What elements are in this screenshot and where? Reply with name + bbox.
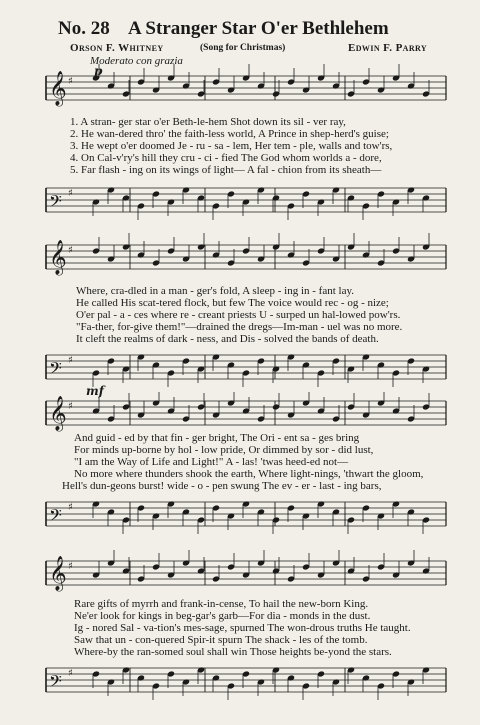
lyric-line: Ig - nored Sal - va-tion's mes-sage, spurned The won-drous truths He taught.: [74, 622, 411, 634]
dynamic-p: p: [94, 64, 103, 78]
key-signature-icon: ♯: [68, 401, 73, 412]
staff-treble-1: [0, 60, 480, 120]
bass-clef-icon: 𝄢: [49, 671, 62, 695]
treble-clef-icon: 𝄞: [49, 240, 67, 275]
lyric-line: 1. A stran- ger star o'er Beth-le-hem Shot down its sil - ver ray,: [70, 116, 346, 128]
key-signature-icon: ♯: [68, 76, 73, 87]
bass-clef-icon: 𝄢: [49, 358, 62, 382]
treble-clef-icon: 𝄞: [49, 71, 67, 106]
lyric-line: "I am the Way of Life and Light!" A - las! 'twas heed-ed not—: [74, 456, 349, 468]
staff-treble-4: [0, 550, 480, 600]
staff-bass-2: [0, 340, 480, 398]
lyric-line: Rare gifts of myrrh and frank-in-cense, To hail the new-born King.: [74, 598, 369, 610]
lyric-line: And guid - ed by that fin - ger bright, The Ori - ent sa - ges bring: [74, 432, 360, 444]
staff-treble-2: [0, 228, 480, 290]
lyric-line: 4. On Cal-v'ry's hill they cru - ci - fied The God whom worlds a - dore,: [70, 152, 382, 164]
lyric-line: Ne'er look for kings in beg-gar's garb—For dia - monds in the dust.: [74, 610, 371, 622]
lyric-line: Saw that un - con-quered Spir-it spurn The shack - les of the tomb.: [74, 634, 368, 646]
lyric-line: He called His scat-tered flock, but few The voice would rec - og - nize;: [76, 297, 389, 309]
key-signature-icon: ♯: [68, 502, 73, 513]
dynamic-mf: mf: [86, 384, 104, 398]
hymn-subtitle: (Song for Christmas): [200, 43, 286, 53]
lyric-line: "Fa-ther, for-give them!"—drained the dregs—Im-man - uel was no more.: [76, 321, 403, 333]
lyric-line: Where-by the ran-somed soul shall win Those heights be-yond the stars.: [74, 646, 392, 658]
staff-bass-1: [0, 172, 480, 232]
lyric-line: 5. Far flash - ing on its wings of light— A fal - chion from its sheath—: [70, 164, 382, 176]
treble-clef-icon: 𝄞: [49, 556, 67, 591]
tempo-marking: Moderato con grazia: [90, 55, 183, 67]
lyric-line: Where, cra-dled in a man - ger's fold, A sleep - ing in - fant lay.: [76, 285, 355, 297]
staff-bass-3: [0, 492, 480, 540]
bass-clef-icon: 𝄢: [49, 191, 62, 215]
staff-bass-4: [0, 652, 480, 712]
key-signature-icon: ♯: [68, 188, 73, 199]
composer-credit: Edwin F. Parry: [348, 42, 428, 54]
key-signature-icon: ♯: [68, 668, 73, 679]
lyric-line: It cleft the realms of dark - ness, and Dis - solved the bands of death.: [76, 333, 379, 345]
hymn-number: No. 28: [58, 18, 110, 39]
hymn-title: A Stranger Star O'er Bethlehem: [128, 18, 389, 39]
key-signature-icon: ♯: [68, 561, 73, 572]
lyric-line: O'er pal - a - ces where re - creant priests U - surped un hal-lowed pow'rs.: [76, 309, 401, 321]
key-signature-icon: ♯: [68, 245, 73, 256]
lyric-line: 2. He wan-dered thro' the faith-less world, A Prince in shep-herd's guise;: [70, 128, 389, 140]
lyric-line: For minds up-borne by hol - low pride, Or dimmed by sor - did lust,: [74, 444, 374, 456]
poet-credit: Orson F. Whitney: [70, 42, 164, 54]
lyric-line: 3. He wept o'er doomed Je - ru - sa - lem, Her tem - ple, walls and tow'rs,: [70, 140, 393, 152]
key-signature-icon: ♯: [68, 355, 73, 366]
treble-clef-icon: 𝄞: [49, 396, 67, 431]
lyric-line: Hell's dun-geons burst! wide - o - pen swung The ev - er - last - ing bars,: [62, 480, 382, 492]
bass-clef-icon: 𝄢: [49, 505, 62, 529]
lyric-line: No more where thunders shook the earth, Where light-nings, 'thwart the gloom,: [74, 468, 424, 480]
